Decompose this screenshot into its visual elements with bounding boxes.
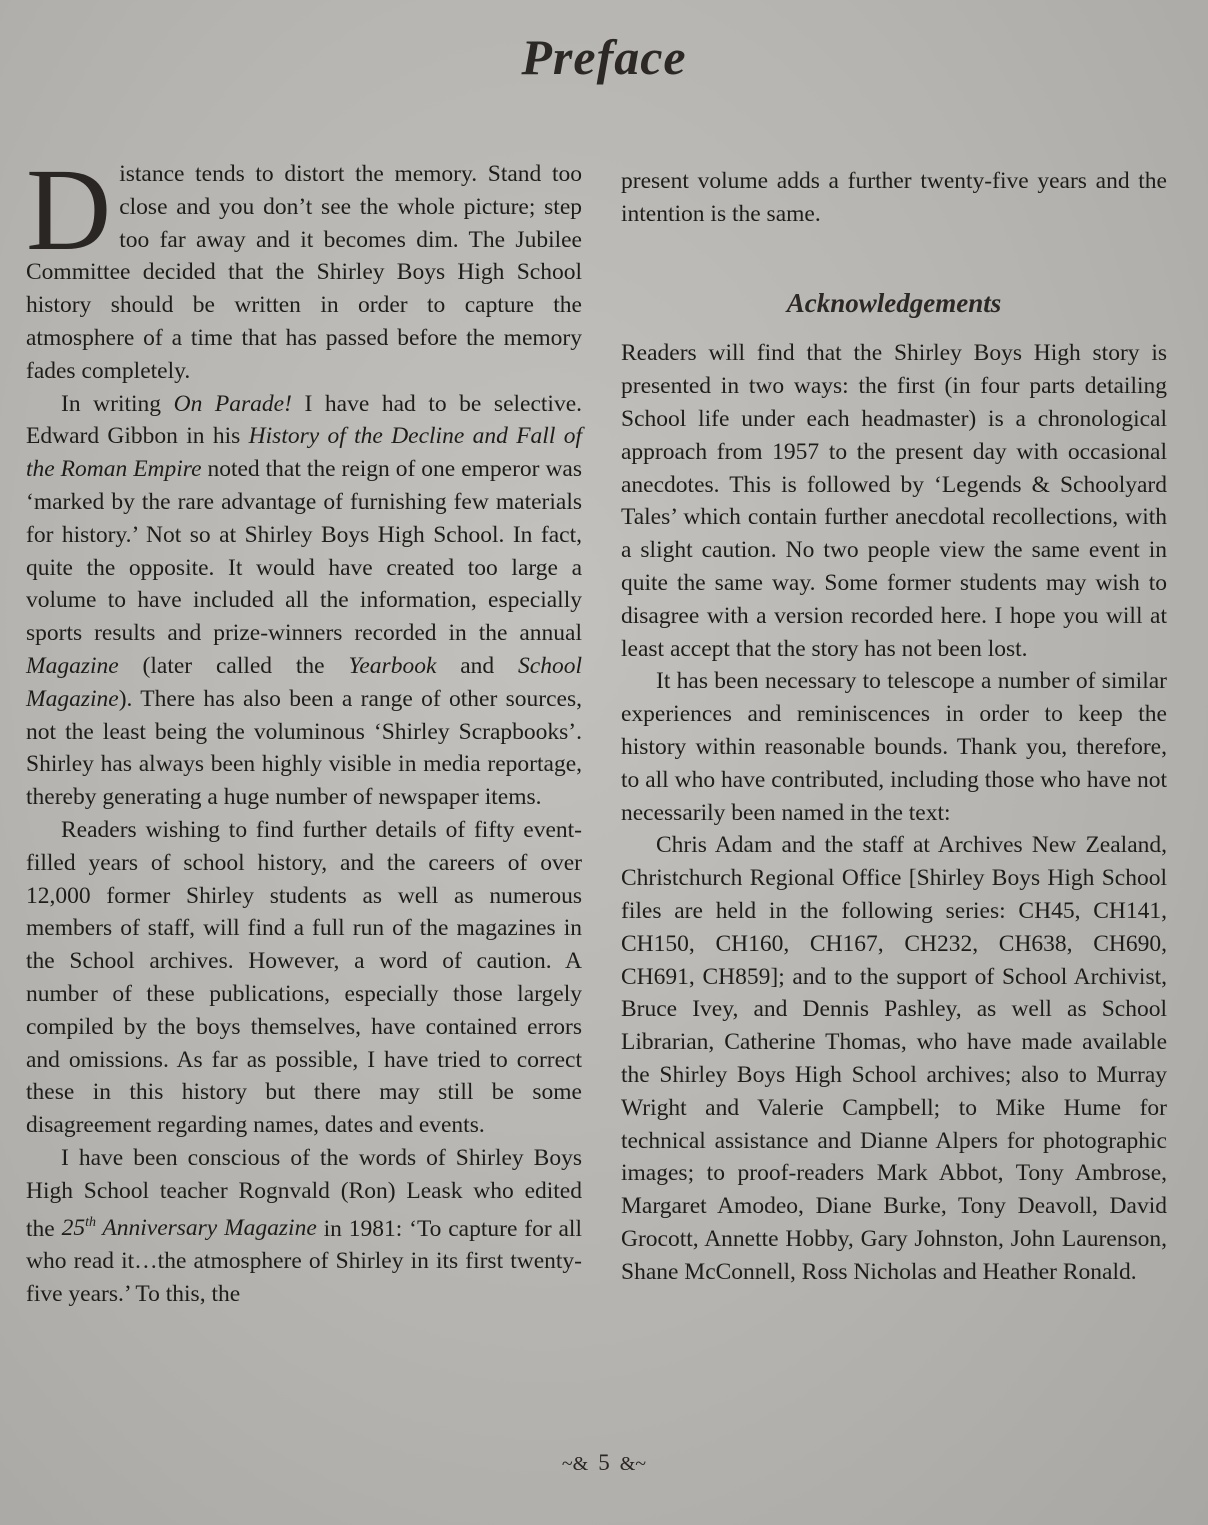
left-ornament-icon: ~& bbox=[561, 1453, 589, 1475]
paragraph-intro bbox=[26, 144, 582, 388]
paragraph-thanks: Chris Adam and the staff at Archives New Zealand, Christchurch Regional Office [Shirley Boys High School files are held in the following series: CH45, CH141, CH150, CH160, CH167, CH232, CH638, CH690, CH691, CH859]; and to the support of School Archivist, Bruce Ivey, and Dennis Pashley, as well as School Librarian, Catherine Thomas, who have made available the Shirley Boys High School archives; also to Murray Wright and Valerie Campbell; to Mike Hume for technical assistance and Dianne Alpers for photographic images; to proof-readers Mark Abbot, Tony Ambrose, Margaret Amodeo, Diane Burke, Tony Deavoll, David Grocott, Annette Hobby, Gary Johnston, John Laurenson, Shane McConnell, Ross Nicholas and Heather Ronald. bbox=[621, 832, 1167, 1285]
paragraph-telescope: It has been necessary to telescope a number of similar experiences and reminiscences in order to keep the history within reasonable bounds. Thank you, therefore, to all who have contributed, including those who have not necessarily been named in the text: bbox=[621, 668, 1167, 826]
publication-magazine: Magazine bbox=[26, 652, 119, 679]
superscript: th bbox=[85, 1215, 96, 1231]
text-run: 25 bbox=[61, 1215, 86, 1242]
publication-yearbook: Yearbook bbox=[348, 652, 437, 679]
text-run: noted that the reign of one emperor was ‘marked by the rare advantage of furnishing few materials for history.’ Not so at Shirley Boys High School. In fact, quite the opposite. It would have created too large a volume to have included all the information, especially sports results and prize-winners recorded in the annual bbox=[26, 456, 582, 647]
right-ornament-icon: &~ bbox=[619, 1453, 647, 1475]
paragraph-readers: Readers wishing to find further details of fifty event-filled years of school history, and the careers of over 12,000 former Shirley students as well as numerous members of staff, will find a full run of the magazines in the School archives. However, a word of caution. A number of these publications, especially those largely compiled by the boys themselves, have contained errors and omissions. As far as possible, I have tried to correct these in this history but there may still be some disagreement regarding names, dates and events. bbox=[26, 816, 582, 1139]
text-run: and bbox=[436, 652, 519, 679]
text-run: Anniversary Magazine bbox=[95, 1215, 317, 1242]
paragraph-continued: present volume adds a further twenty-five years and the intention is the same. bbox=[621, 168, 1167, 227]
text-run: I have been conscious of the words of Shirley Boys High School teacher Rognvald (Ron) Leask who edited the bbox=[26, 1144, 582, 1242]
right-column bbox=[621, 165, 1167, 1289]
section-heading-acknowledgements: Acknowledgements bbox=[786, 287, 1002, 318]
drop-cap: D bbox=[26, 144, 112, 275]
text-run: ). There has also been a range of other sources, not the least being the voluminous ‘Shirley Scrapbooks’. Shirley has always been highly visible in media reportage, thereby generating a huge number of newspaper items. bbox=[26, 685, 582, 811]
book-title-on-parade: On Parade! bbox=[173, 390, 292, 417]
text-run: In writing bbox=[61, 390, 174, 417]
page-title: Preface bbox=[521, 29, 687, 85]
publication-school-magazine: School Magazine bbox=[26, 652, 582, 712]
paragraph-conscious bbox=[26, 1142, 582, 1311]
book-title-gibbon: History of the Decline and Fall of the Roman Empire bbox=[26, 423, 582, 483]
text-run: (later called the bbox=[118, 652, 349, 679]
left-column bbox=[26, 144, 583, 1311]
publication-anniversary-magazine bbox=[62, 1215, 317, 1241]
text-run: in 1981: ‘To capture for all who read it…the atmosphere of Shirley in its first twenty-five years.’ To this, the bbox=[26, 1215, 582, 1307]
paragraph-intro-text: istance tends to distort the memory. Stand too close and you don’t see the whole picture; step too far away and it becomes dim. The Jubilee Committee decided that the Shirley Boys High School history should be written in order to capture the atmosphere of a time that has passed before the memory fades completely. bbox=[26, 161, 582, 384]
page-number: 5 bbox=[598, 1450, 610, 1475]
paragraph-two-ways: Readers will find that the Shirley Boys High story is presented in two ways: the first (in four parts detailing School life under each headmaster) is a chronological approach from 1957 to the present day with occasional anecdotes. This is followed by ‘Legends & Schoolyard Tales’ which contain further anecdotal recollections, with a slight caution. No two people view the same event in quite the same way. Some former students may wish to disagree with a version recorded here. I hope you will at least accept that the story has not been lost. bbox=[621, 340, 1167, 662]
paragraph-selective bbox=[26, 388, 582, 814]
page-footer bbox=[0, 1450, 1208, 1476]
text-run: I have had to be selective. Edward Gibbon in his bbox=[26, 390, 583, 450]
